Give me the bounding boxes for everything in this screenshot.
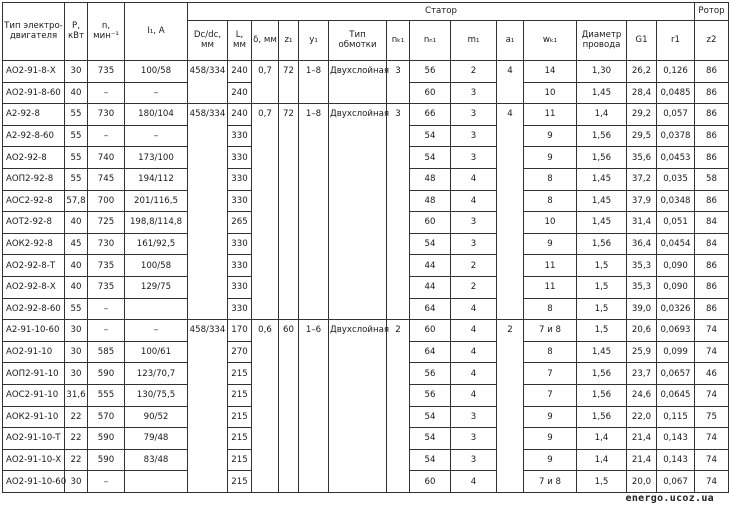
power-cell: 55 [65, 147, 88, 169]
length-cell: 330 [228, 298, 252, 320]
wk1-cell: 11 [524, 255, 577, 277]
length-cell: 240 [228, 104, 252, 126]
m1-cell: 3 [451, 125, 497, 147]
motor-type-cell: АО2-91-8-Х [3, 61, 65, 83]
length-cell: 330 [228, 168, 252, 190]
g1-cell: 20,0 [627, 471, 657, 493]
col-a1-header: a₁ [497, 21, 524, 61]
speed-cell: 700 [88, 190, 125, 212]
a1-cell: 4 [497, 61, 524, 104]
g1-cell: 36,4 [627, 233, 657, 255]
z2-cell: 86 [695, 104, 729, 126]
power-cell: 31,6 [65, 384, 88, 406]
current-cell: 100/58 [125, 255, 188, 277]
z2-cell: 74 [695, 449, 729, 471]
z2-cell: 86 [695, 255, 729, 277]
z2-cell: 86 [695, 82, 729, 104]
stator-group-header: Статор [188, 3, 695, 21]
length-cell: 330 [228, 233, 252, 255]
speed-cell: 590 [88, 428, 125, 450]
power-cell: 55 [65, 104, 88, 126]
length-cell: 170 [228, 320, 252, 342]
z2-cell: 84 [695, 233, 729, 255]
power-cell: 30 [65, 341, 88, 363]
wk1-cell: 7 и 8 [524, 471, 577, 493]
speed-cell: 730 [88, 104, 125, 126]
speed-cell: 740 [88, 147, 125, 169]
m1-cell: 2 [451, 61, 497, 83]
col-length-header: L, мм [228, 21, 252, 61]
speed-cell: 730 [88, 233, 125, 255]
r1-cell: 0,051 [657, 212, 695, 234]
current-cell: 201/116,5 [125, 190, 188, 212]
z2-cell: 74 [695, 320, 729, 342]
power-cell: 30 [65, 363, 88, 385]
r1-cell: 0,0693 [657, 320, 695, 342]
motor-type-cell: АО2-91-10-Х [3, 449, 65, 471]
power-cell: 22 [65, 428, 88, 450]
nk1-cell: 3 [387, 104, 410, 320]
length-cell: 215 [228, 384, 252, 406]
length-cell: 215 [228, 471, 252, 493]
nn1-cell: 54 [410, 406, 451, 428]
col-g1-header: G1 [627, 21, 657, 61]
z2-cell: 74 [695, 341, 729, 363]
current-cell: 198,8/114,8 [125, 212, 188, 234]
nn1-cell: 48 [410, 168, 451, 190]
a1-cell: 2 [497, 320, 524, 493]
stator-diameter-cell: 458/334 [188, 104, 228, 320]
m1-cell: 4 [451, 363, 497, 385]
col-dc-header: Dc/dc, мм [188, 21, 228, 61]
current-cell: 100/61 [125, 341, 188, 363]
speed-cell: – [88, 125, 125, 147]
m1-cell: 4 [451, 341, 497, 363]
power-cell: 55 [65, 298, 88, 320]
r1-cell: 0,0657 [657, 363, 695, 385]
m1-cell: 3 [451, 406, 497, 428]
r1-cell: 0,090 [657, 276, 695, 298]
length-cell: 240 [228, 82, 252, 104]
length-cell: 270 [228, 341, 252, 363]
wire-diameter-cell: 1,5 [577, 320, 627, 342]
g1-cell: 25,9 [627, 341, 657, 363]
r1-cell: 0,0326 [657, 298, 695, 320]
power-cell: 40 [65, 255, 88, 277]
y1-cell: 1–8 [299, 61, 329, 104]
wire-diameter-cell: 1,56 [577, 384, 627, 406]
y1-cell: 1–6 [299, 320, 329, 493]
table-row [3, 61, 729, 83]
wire-diameter-cell: 1,45 [577, 341, 627, 363]
m1-cell: 4 [451, 168, 497, 190]
z2-cell: 86 [695, 147, 729, 169]
current-cell: 180/104 [125, 104, 188, 126]
speed-cell: 585 [88, 341, 125, 363]
current-cell: 90/52 [125, 406, 188, 428]
z2-cell: 74 [695, 471, 729, 493]
z2-cell: 84 [695, 212, 729, 234]
length-cell: 330 [228, 276, 252, 298]
motor-type-cell: А2-92-8-60 [3, 125, 65, 147]
power-cell: 30 [65, 320, 88, 342]
g1-cell: 37,9 [627, 190, 657, 212]
speed-cell: 735 [88, 255, 125, 277]
g1-cell: 20,6 [627, 320, 657, 342]
length-cell: 215 [228, 428, 252, 450]
current-cell: – [125, 320, 188, 342]
m1-cell: 3 [451, 147, 497, 169]
m1-cell: 3 [451, 428, 497, 450]
table-body [3, 61, 729, 493]
gap-cell: 0,7 [252, 104, 279, 320]
z2-cell: 86 [695, 276, 729, 298]
col-z2-header: z2 [695, 21, 729, 61]
wire-diameter-cell: 1,4 [577, 104, 627, 126]
g1-cell: 21,4 [627, 428, 657, 450]
nn1-cell: 44 [410, 276, 451, 298]
current-cell: 194/112 [125, 168, 188, 190]
g1-cell: 35,3 [627, 276, 657, 298]
r1-cell: 0,0378 [657, 125, 695, 147]
z2-cell: 74 [695, 384, 729, 406]
nn1-cell: 60 [410, 212, 451, 234]
col-z1-header: z₁ [279, 21, 299, 61]
speed-cell: 590 [88, 363, 125, 385]
col-type-header: Тип электро-двигателя [3, 3, 65, 61]
wk1-cell: 7 и 8 [524, 320, 577, 342]
col-y1-header: y₁ [299, 21, 329, 61]
wk1-cell: 8 [524, 190, 577, 212]
motor-type-cell: АОС2-92-8 [3, 190, 65, 212]
power-cell: 22 [65, 449, 88, 471]
z2-cell: 46 [695, 363, 729, 385]
table-row [3, 320, 729, 342]
wire-diameter-cell: 1,5 [577, 298, 627, 320]
length-cell: 330 [228, 147, 252, 169]
current-cell [125, 471, 188, 493]
current-cell: 100/58 [125, 61, 188, 83]
wk1-cell: 11 [524, 104, 577, 126]
r1-cell: 0,0485 [657, 82, 695, 104]
y1-cell: 1–8 [299, 104, 329, 320]
nn1-cell: 48 [410, 190, 451, 212]
col-current-header: I₁, А [125, 3, 188, 61]
current-cell: 83/48 [125, 449, 188, 471]
nn1-cell: 60 [410, 320, 451, 342]
col-nk1-header: nₖ₁ [387, 21, 410, 61]
wire-diameter-cell: 1,56 [577, 233, 627, 255]
length-cell: 330 [228, 255, 252, 277]
nn1-cell: 64 [410, 341, 451, 363]
current-cell: – [125, 125, 188, 147]
wire-diameter-cell: 1,5 [577, 276, 627, 298]
winding-type-cell: Двухслойная [329, 320, 387, 493]
col-power-header: P, кВт [65, 3, 88, 61]
length-cell: 215 [228, 363, 252, 385]
m1-cell: 3 [451, 82, 497, 104]
g1-cell: 23,7 [627, 363, 657, 385]
col-diameter-header: Диаметр провода [577, 21, 627, 61]
g1-cell: 39,0 [627, 298, 657, 320]
wire-diameter-cell: 1,45 [577, 190, 627, 212]
nk1-cell: 2 [387, 320, 410, 493]
wk1-cell: 7 [524, 363, 577, 385]
wire-diameter-cell: 1,56 [577, 147, 627, 169]
speed-cell: 590 [88, 449, 125, 471]
current-cell: 173/100 [125, 147, 188, 169]
table-row [3, 104, 729, 126]
length-cell: 330 [228, 125, 252, 147]
motor-type-cell: АОТ2-92-8 [3, 212, 65, 234]
winding-type-cell: Двухслойная [329, 104, 387, 320]
speed-cell: 570 [88, 406, 125, 428]
motor-type-cell: АОП2-91-10 [3, 363, 65, 385]
wk1-cell: 9 [524, 233, 577, 255]
z2-cell: 74 [695, 428, 729, 450]
speed-cell: – [88, 320, 125, 342]
motor-type-cell: АО2-92-8 [3, 147, 65, 169]
z1-cell: 72 [279, 61, 299, 104]
current-cell [125, 298, 188, 320]
wire-diameter-cell: 1,5 [577, 471, 627, 493]
r1-cell: 0,0645 [657, 384, 695, 406]
r1-cell: 0,067 [657, 471, 695, 493]
power-cell: 55 [65, 168, 88, 190]
r1-cell: 0,090 [657, 255, 695, 277]
motor-type-cell: А2-92-8 [3, 104, 65, 126]
r1-cell: 0,0348 [657, 190, 695, 212]
wire-diameter-cell: 1,4 [577, 449, 627, 471]
table-header [3, 3, 729, 61]
col-r1-header: r1 [657, 21, 695, 61]
motor-type-cell: АО2-92-8-60 [3, 298, 65, 320]
wk1-cell: 9 [524, 125, 577, 147]
length-cell: 215 [228, 449, 252, 471]
speed-cell: – [88, 82, 125, 104]
g1-cell: 22,0 [627, 406, 657, 428]
power-cell: 40 [65, 212, 88, 234]
z2-cell: 86 [695, 125, 729, 147]
power-cell: 22 [65, 406, 88, 428]
motor-type-cell: А2-91-10-60 [3, 320, 65, 342]
wire-diameter-cell: 1,45 [577, 82, 627, 104]
rotor-group-header: Ротор [695, 3, 729, 21]
g1-cell: 29,2 [627, 104, 657, 126]
motor-type-cell: АО2-91-10-Т [3, 428, 65, 450]
gap-cell: 0,6 [252, 320, 279, 493]
m1-cell: 4 [451, 320, 497, 342]
nn1-cell: 66 [410, 104, 451, 126]
nn1-cell: 54 [410, 125, 451, 147]
g1-cell: 24,6 [627, 384, 657, 406]
r1-cell: 0,143 [657, 428, 695, 450]
wk1-cell: 14 [524, 61, 577, 83]
g1-cell: 37,2 [627, 168, 657, 190]
nn1-cell: 54 [410, 428, 451, 450]
r1-cell: 0,057 [657, 104, 695, 126]
m1-cell: 4 [451, 190, 497, 212]
z2-cell: 86 [695, 190, 729, 212]
power-cell: 45 [65, 233, 88, 255]
nn1-cell: 44 [410, 255, 451, 277]
m1-cell: 3 [451, 449, 497, 471]
wk1-cell: 8 [524, 341, 577, 363]
current-cell: 161/92,5 [125, 233, 188, 255]
power-cell: 30 [65, 61, 88, 83]
nn1-cell: 56 [410, 384, 451, 406]
motor-winding-table [2, 2, 729, 493]
col-gap-header: δ, мм [252, 21, 279, 61]
winding-type-cell: Двухслойная [329, 61, 387, 104]
length-cell: 330 [228, 190, 252, 212]
r1-cell: 0,126 [657, 61, 695, 83]
wk1-cell: 10 [524, 212, 577, 234]
motor-type-cell: АОС2-91-10 [3, 384, 65, 406]
wk1-cell: 7 [524, 384, 577, 406]
wk1-cell: 11 [524, 276, 577, 298]
wk1-cell: 9 [524, 147, 577, 169]
m1-cell: 4 [451, 384, 497, 406]
a1-cell: 4 [497, 104, 524, 320]
nn1-cell: 60 [410, 471, 451, 493]
speed-cell: 735 [88, 61, 125, 83]
m1-cell: 3 [451, 104, 497, 126]
wire-diameter-cell: 1,5 [577, 255, 627, 277]
current-cell: 123/70,7 [125, 363, 188, 385]
wk1-cell: 8 [524, 168, 577, 190]
speed-cell: 735 [88, 276, 125, 298]
r1-cell: 0,099 [657, 341, 695, 363]
power-cell: 40 [65, 276, 88, 298]
g1-cell: 31,4 [627, 212, 657, 234]
wk1-cell: 9 [524, 406, 577, 428]
current-cell: 130/75,5 [125, 384, 188, 406]
z2-cell: 75 [695, 406, 729, 428]
g1-cell: 21,4 [627, 449, 657, 471]
col-winding-header: Тип обмотки [329, 21, 387, 61]
nn1-cell: 64 [410, 298, 451, 320]
speed-cell: 555 [88, 384, 125, 406]
speed-cell: 745 [88, 168, 125, 190]
length-cell: 215 [228, 406, 252, 428]
wk1-cell: 10 [524, 82, 577, 104]
nk1-cell: 3 [387, 61, 410, 104]
length-cell: 240 [228, 61, 252, 83]
r1-cell: 0,0454 [657, 233, 695, 255]
z1-cell: 72 [279, 104, 299, 320]
wire-diameter-cell: 1,4 [577, 428, 627, 450]
wk1-cell: 9 [524, 449, 577, 471]
z1-cell: 60 [279, 320, 299, 493]
m1-cell: 3 [451, 212, 497, 234]
nn1-cell: 54 [410, 233, 451, 255]
motor-type-cell: АО2-92-8-Х [3, 276, 65, 298]
wk1-cell: 8 [524, 298, 577, 320]
speed-cell: 725 [88, 212, 125, 234]
power-cell: 55 [65, 125, 88, 147]
m1-cell: 4 [451, 298, 497, 320]
wire-diameter-cell: 1,56 [577, 406, 627, 428]
wire-diameter-cell: 1,45 [577, 168, 627, 190]
motor-type-cell: АО2-91-10-60 [3, 471, 65, 493]
motor-type-cell: АО2-91-8-60 [3, 82, 65, 104]
speed-cell: – [88, 471, 125, 493]
current-cell: 129/75 [125, 276, 188, 298]
r1-cell: 0,035 [657, 168, 695, 190]
motor-type-cell: АОК2-91-10 [3, 406, 65, 428]
wk1-cell: 9 [524, 428, 577, 450]
m1-cell: 2 [451, 255, 497, 277]
gap-cell: 0,7 [252, 61, 279, 104]
motor-type-cell: АО2-91-10 [3, 341, 65, 363]
stator-diameter-cell: 458/334 [188, 320, 228, 493]
col-m1-header: m₁ [451, 21, 497, 61]
wire-diameter-cell: 1,56 [577, 363, 627, 385]
motor-type-cell: АОП2-92-8 [3, 168, 65, 190]
power-cell: 40 [65, 82, 88, 104]
col-wk1-header: wₖ₁ [524, 21, 577, 61]
col-nn1-header: nₙ₁ [410, 21, 451, 61]
wire-diameter-cell: 1,56 [577, 125, 627, 147]
stator-diameter-cell: 458/334 [188, 61, 228, 104]
motor-type-cell: АОК2-92-8 [3, 233, 65, 255]
length-cell: 265 [228, 212, 252, 234]
m1-cell: 3 [451, 233, 497, 255]
r1-cell: 0,115 [657, 406, 695, 428]
m1-cell: 4 [451, 471, 497, 493]
current-cell: 79/48 [125, 428, 188, 450]
r1-cell: 0,143 [657, 449, 695, 471]
nn1-cell: 60 [410, 82, 451, 104]
nn1-cell: 56 [410, 61, 451, 83]
nn1-cell: 56 [410, 363, 451, 385]
z2-cell: 86 [695, 61, 729, 83]
g1-cell: 35,3 [627, 255, 657, 277]
g1-cell: 26,2 [627, 61, 657, 83]
wire-diameter-cell: 1,45 [577, 212, 627, 234]
watermark: energo.ucoz.ua [625, 493, 714, 504]
g1-cell: 35,6 [627, 147, 657, 169]
g1-cell: 28,4 [627, 82, 657, 104]
r1-cell: 0,0453 [657, 147, 695, 169]
nn1-cell: 54 [410, 449, 451, 471]
z2-cell: 58 [695, 168, 729, 190]
m1-cell: 2 [451, 276, 497, 298]
speed-cell: – [88, 298, 125, 320]
motor-type-cell: АО2-92-8-Т [3, 255, 65, 277]
power-cell: 57,8 [65, 190, 88, 212]
wire-diameter-cell: 1,30 [577, 61, 627, 83]
col-speed-header: n, мин⁻¹ [88, 3, 125, 61]
z2-cell: 86 [695, 298, 729, 320]
current-cell: – [125, 82, 188, 104]
g1-cell: 29,5 [627, 125, 657, 147]
nn1-cell: 54 [410, 147, 451, 169]
power-cell: 30 [65, 471, 88, 493]
